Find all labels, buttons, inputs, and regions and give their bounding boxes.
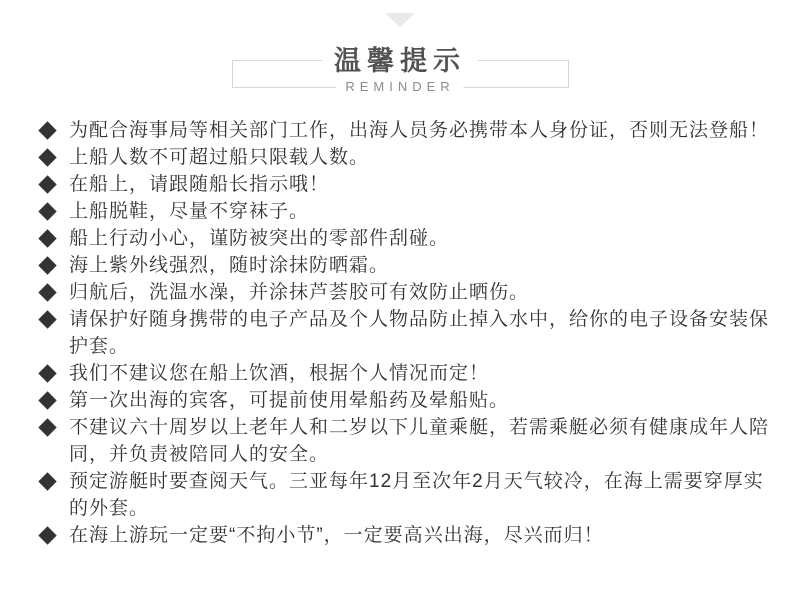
- tip-item: [38, 360, 772, 387]
- tip-item: [38, 414, 772, 468]
- diamond-bullet-icon: [38, 360, 56, 387]
- page-title: 温馨提示: [322, 45, 478, 77]
- tip-item: [38, 117, 772, 144]
- diamond-bullet-icon: [38, 414, 56, 441]
- page-subtitle: REMINDER: [336, 80, 463, 94]
- tip-item: [38, 225, 772, 252]
- tip-text: 第一次出海的宾客，可提前使用晕船药及晕船贴。: [69, 390, 510, 411]
- tip-text: 不建议六十周岁以上老年人和二岁以下儿童乘艇，若需乘艇必须有健康成年人陪同，并负责被陪同人的安全。: [69, 417, 770, 465]
- tip-item: [38, 171, 772, 198]
- tip-item: [38, 387, 772, 414]
- tip-item: [38, 468, 772, 522]
- tip-text: 预定游艇时要查阅天气。三亚每年12月至次年2月天气较冷，在海上需要穿厚实的外套。: [69, 471, 764, 519]
- tip-text: 在海上游玩一定要“不拘小节”，一定要高兴出海，尽兴而归！: [69, 525, 604, 546]
- tip-item: [38, 306, 772, 360]
- diamond-bullet-icon: [38, 387, 56, 414]
- diamond-bullet-icon: [38, 225, 56, 252]
- tip-text: 我们不建议您在船上饮酒，根据个人情况而定！: [69, 363, 490, 384]
- diamond-bullet-icon: [38, 306, 56, 333]
- diamond-bullet-icon: [38, 279, 56, 306]
- tip-text: 船上行动小心，谨防被突出的零部件刮碰。: [69, 228, 450, 249]
- tips-list: [38, 117, 772, 549]
- diamond-bullet-icon: [38, 144, 56, 171]
- diamond-bullet-icon: [38, 468, 56, 495]
- tip-text: 上船人数不可超过船只限载人数。: [69, 147, 370, 168]
- tip-text: 归航后，洗温水澡，并涂抹芦荟胶可有效防止晒伤。: [69, 282, 530, 303]
- tip-item: [38, 144, 772, 171]
- tip-item: [38, 252, 772, 279]
- tip-text: 为配合海事局等相关部门工作，出海人员务必携带本人身份证，否则无法登船！: [69, 120, 770, 141]
- diamond-bullet-icon: [38, 117, 56, 144]
- diamond-bullet-icon: [38, 171, 56, 198]
- diamond-bullet-icon: [38, 198, 56, 225]
- tip-item: [38, 279, 772, 306]
- reminder-notice-page: [0, 13, 800, 596]
- tip-text: 在船上，请跟随船长指示哦！: [69, 174, 330, 195]
- header-box: [232, 45, 569, 94]
- tip-item: [38, 198, 772, 225]
- diamond-bullet-icon: [38, 522, 56, 549]
- down-triangle-icon: [385, 13, 415, 27]
- tip-item: [38, 522, 772, 549]
- tip-text: 请保护好随身携带的电子产品及个人物品防止掉入水中，给你的电子设备安装保护套。: [69, 309, 770, 357]
- tip-text: 海上紫外线强烈，随时涂抹防晒霜。: [69, 255, 390, 276]
- tip-text: 上船脱鞋，尽量不穿袜子。: [69, 201, 310, 222]
- diamond-bullet-icon: [38, 252, 56, 279]
